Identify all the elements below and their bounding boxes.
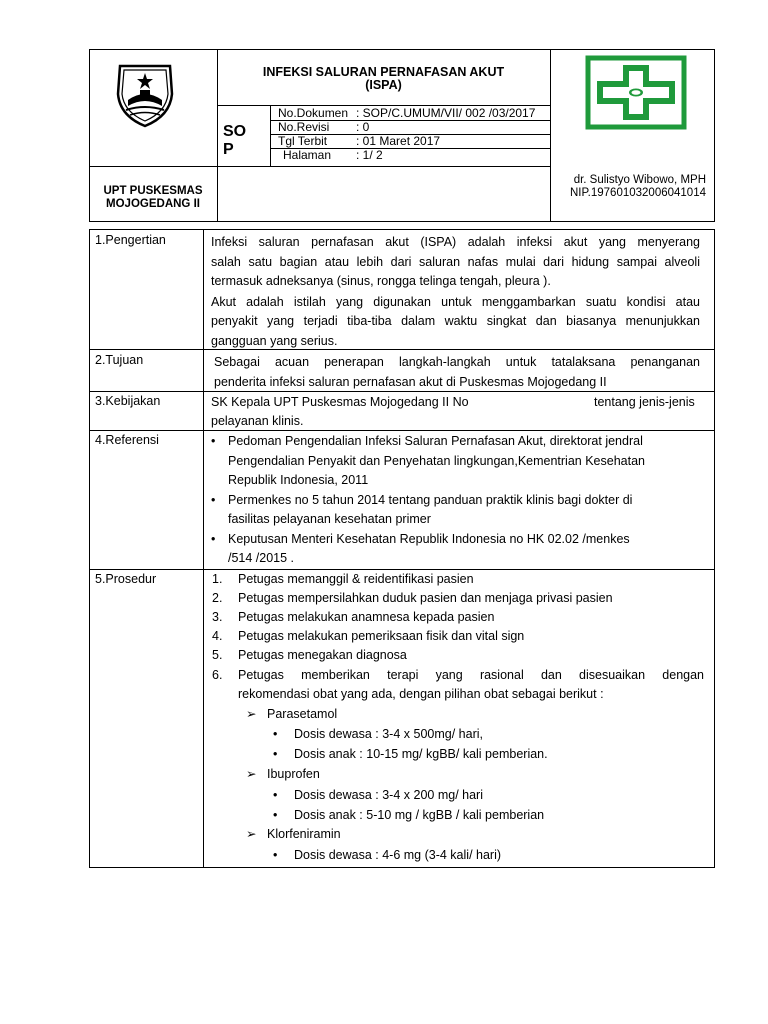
page-label: Halaman	[283, 148, 332, 162]
referensi-line: Pengendalian Penyakit dan Penyehatan lingkungan,Kementrian Kesehatan	[228, 454, 645, 468]
section-label-referensi: 4.Referensi	[95, 433, 159, 447]
issue-date-value: : 01 Maret 2017	[356, 134, 441, 148]
referensi-line: /514 /2015 .	[228, 551, 295, 565]
pengertian-line: gangguan yang serius.	[211, 334, 338, 348]
referensi-line: Republik Indonesia, 2011	[228, 473, 369, 487]
step-number: 1.	[212, 572, 223, 586]
step-text: Petugas mempersilahkan duduk pasien dan menjaga privasi pasien	[238, 591, 613, 605]
section-label-tujuan: 2.Tujuan	[95, 353, 144, 367]
bullet-icon: •	[273, 788, 278, 802]
tujuan-line: Sebagai acuan penerapan langkah-langkah untuk tatalaksana penanganan	[214, 355, 700, 369]
signer-name: dr. Sulistyo Wibowo, MPH	[573, 174, 706, 186]
sop-label-line1: SO	[223, 123, 247, 140]
drug-dose: Dosis dewasa : 3-4 x 200 mg/ hari	[294, 788, 483, 802]
drug-dose: Dosis dewasa : 4-6 mg (3-4 kali/ hari)	[294, 848, 502, 862]
step-number: 4.	[212, 629, 223, 643]
sop-label-line2: P	[223, 141, 234, 158]
step-text-continued: rekomendasi obat yang ada, dengan pilihan obat sebagai berikut :	[238, 687, 604, 701]
arrow-bullet-icon: ➢	[246, 767, 257, 781]
step-text: Petugas memanggil & reidentifikasi pasien	[238, 572, 474, 586]
header-title-line1: INFEKSI SALURAN PERNAFASAN AKUT	[262, 65, 505, 79]
section-label-prosedur: 5.Prosedur	[95, 572, 157, 586]
bullet-icon: •	[273, 808, 278, 822]
bullet-icon: •	[211, 434, 216, 448]
drug-name: Ibuprofen	[267, 767, 320, 781]
bullet-icon: •	[211, 532, 216, 546]
pengertian-line: penyakit yang terjadi tiba-tiba dalam waktu singkat dan biasanya menunjukkan	[211, 314, 700, 328]
kebijakan-line1-a: SK Kepala UPT Puskesmas Mojogedang II No	[211, 395, 469, 409]
pengertian-line: termasuk adneksanya (sinus, rongga telinga tengah, pleura ).	[211, 274, 551, 288]
bullet-icon: •	[273, 727, 278, 741]
drug-dose: Dosis dewasa : 3-4 x 500mg/ hari,	[294, 727, 483, 741]
org-name-line1: UPT PUSKESMAS	[103, 185, 203, 197]
issue-date-label: Tgl Terbit	[278, 134, 328, 148]
page-value: : 1/ 2	[356, 148, 383, 162]
header-title-line2: (ISPA)	[365, 78, 402, 92]
kebijakan-line1-b: tentang jenis-jenis	[594, 395, 695, 409]
signer-nip: NIP.197601032006041014	[569, 187, 706, 199]
bullet-icon: •	[273, 747, 278, 761]
arrow-bullet-icon: ➢	[246, 707, 257, 721]
referensi-line: Pedoman Pengendalian Infeksi Saluran Pernafasan Akut, direktorat jendral	[228, 434, 643, 448]
drug-name: Parasetamol	[267, 707, 338, 721]
step-number: 6.	[212, 668, 223, 682]
pengertian-line: Infeksi saluran pernafasan akut (ISPA) adalah infeksi akut yang menyerang	[211, 235, 700, 249]
section-label-pengertian: 1.Pengertian	[95, 233, 166, 247]
puskesmas-cross-logo	[585, 55, 687, 130]
pengertian-line: salah satu bagian atau lebih dari saluran nafas mulai dari hidung sampai alveoli	[211, 255, 700, 269]
pengertian-line: Akut adalah istilah yang digunakan untuk menggambarkan suatu kondisi atau	[211, 295, 700, 309]
referensi-line: Keputusan Menteri Kesehatan Republik Indonesia no HK 02.02 /menkes	[228, 532, 630, 546]
doc-number-value: : SOP/C.UMUM/VII/ 002 /03/2017	[356, 106, 536, 120]
org-name-line2: MOJOGEDANG II	[106, 198, 200, 210]
bullet-icon: •	[273, 848, 278, 862]
drug-dose: Dosis anak : 5-10 mg / kgBB / kali pemberian	[294, 808, 545, 822]
referensi-line: Permenkes no 5 tahun 2014 tentang panduan praktik klinis bagi dokter di	[228, 493, 633, 507]
revision-value: : 0	[356, 120, 370, 134]
step-number: 2.	[212, 591, 223, 605]
step-text: Petugas memberikan terapi yang rasional dan disesuaikan dengan	[238, 668, 704, 682]
doc-number-label: No.Dokumen	[278, 106, 349, 120]
step-text: Petugas melakukan anamnesa kepada pasien	[238, 610, 495, 624]
drug-dose: Dosis anak : 10-15 mg/ kgBB/ kali pemberian.	[294, 747, 548, 761]
drug-name: Klorfeniramin	[267, 827, 341, 841]
regency-emblem-logo	[112, 60, 178, 130]
referensi-line: fasilitas pelayanan kesehatan primer	[228, 512, 431, 526]
step-text: Petugas menegakan diagnosa	[238, 648, 407, 662]
step-text: Petugas melakukan pemeriksaan fisik dan vital sign	[238, 629, 525, 643]
bullet-icon: •	[211, 493, 216, 507]
tujuan-line: penderita infeksi saluran pernafasan akut di Puskesmas Mojogedang II	[214, 375, 607, 389]
arrow-bullet-icon: ➢	[246, 827, 257, 841]
kebijakan-line2: pelayanan klinis.	[211, 414, 304, 428]
step-number: 3.	[212, 610, 223, 624]
step-number: 5.	[212, 648, 223, 662]
revision-label: No.Revisi	[278, 120, 330, 134]
section-label-kebijakan: 3.Kebijakan	[95, 394, 161, 408]
